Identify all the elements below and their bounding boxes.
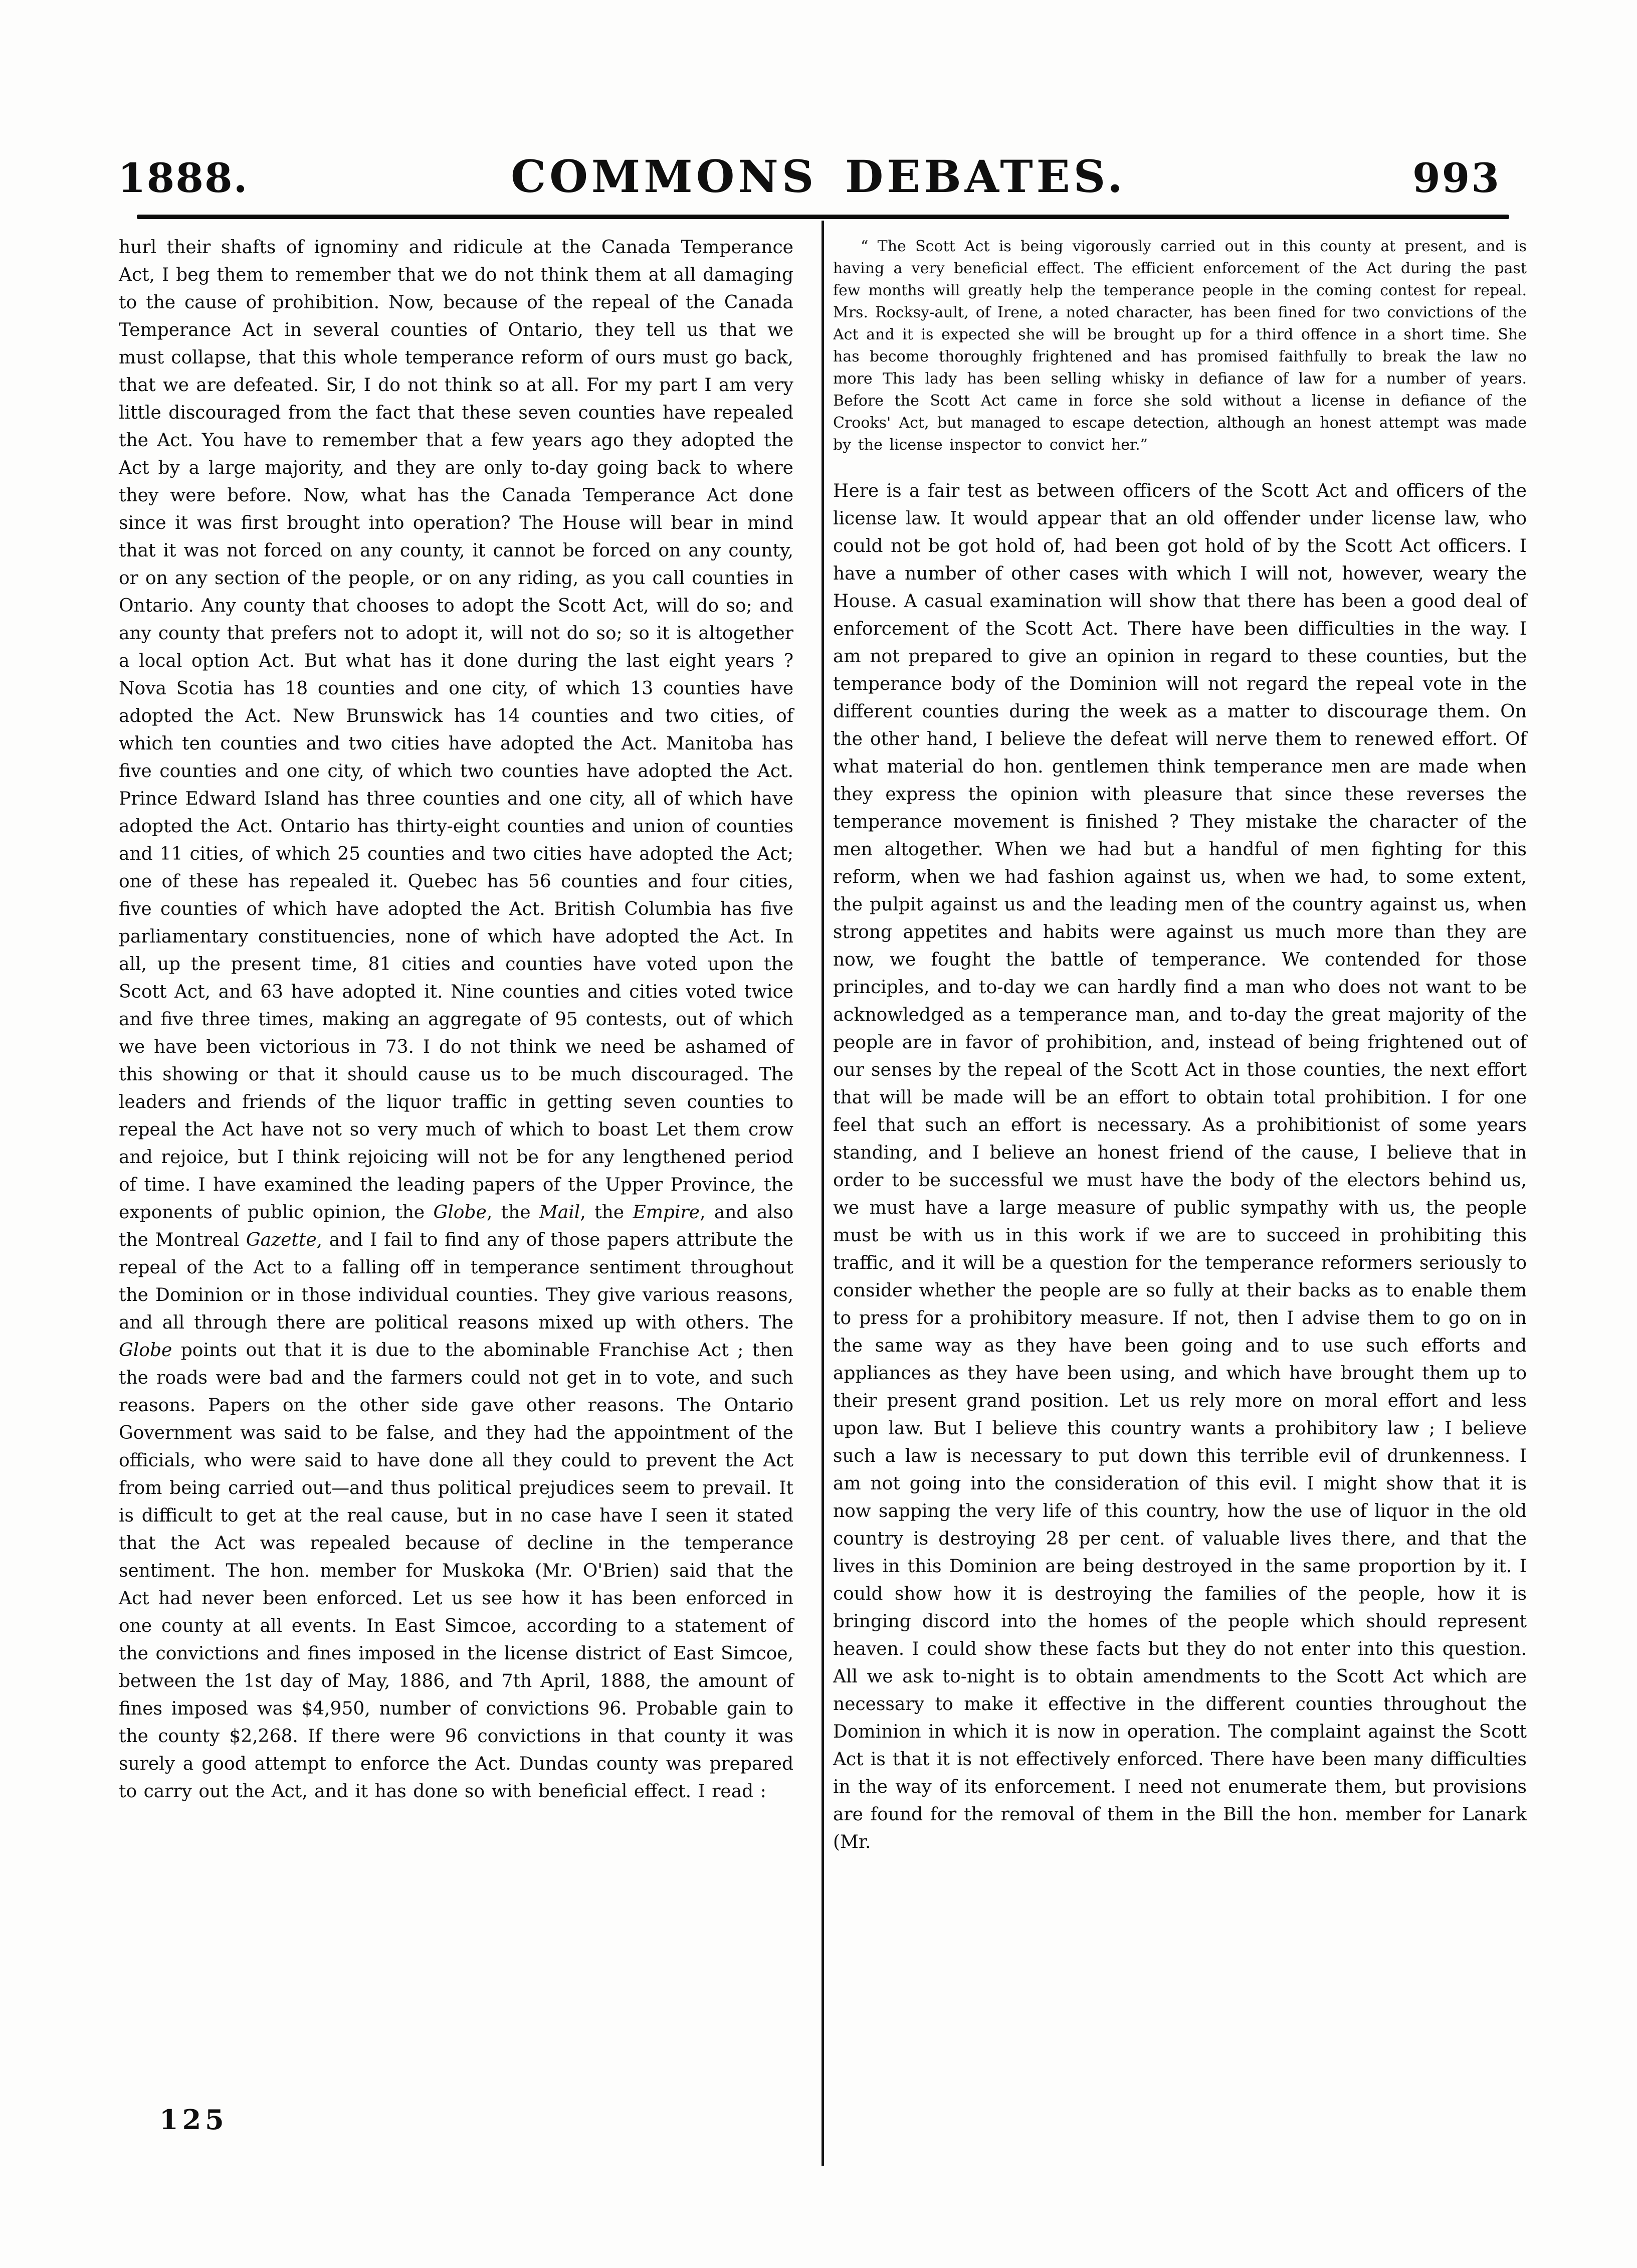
header-rule (137, 215, 1509, 219)
speech-text-left: hurl their shafts of ignominy and ridicule at the Canada Temperance Act, I beg them to remember that we do not think them at all damaging to the cause of prohibition. Now, because of the repeal of the Canada Temperance Act in several counties of Ontario, they tell us that we must collapse, that this whole temperance reform of ours must go back, that we are defeated. Sir, I do not think so at all. For my part I am very little discouraged from the fact that these seven counties have repealed the Act. You have to remember that a few years ago they adopted the Act by a large majority, and they are only to-day going back to where they were before. Now, what has the Canada Temperance Act done since it was first brought into operation? The House will bear in mind that it was not forced on any county, it cannot be forced on any county, or on any section of the people, or on any riding, as you call counties in Ontario. Any county that chooses to adopt the Scott Act, will do so; and any county that prefers not to adopt it, will not do so; so it is altogether a local option Act. But what has it done during the last eight years ? Nova Scotia has 18 counties and one city, of which 13 counties have adopted the Act. New Brunswick has 14 counties and two cities, of which ten counties and two cities have adopted the Act. Manitoba has five counties and one city, of which two counties have adopted the Act. Prince Edward Island has three counties and one city, all of which have adopted the Act. Ontario has thirty-eight counties and union of counties and 11 cities, of which 25 counties and two cities have adopted the Act; one of these has repealed it. Quebec has 56 counties and four cities, five counties of which have adopted the Act. British Columbia has five parliamentary constituencies, none of which have adopted the Act. In all, up the present time, 81 cities and counties have voted upon the Scott Act, and 63 have adopted it. Nine counties and cities voted twice and five three times, making an aggregate of 95 contests, out of which we have been victorious in 73. I do not think we need be ashamed of this showing or that it should cause us to be much discouraged. The leaders and friends of the liquor traffic in getting seven counties to repeal the Act have not so very much of which to boast Let them crow and rejoice, but I think rejoicing will not be for any lengthened period of time. I have examined the leading papers of the Upper Province, the exponents of public opinion, the Globe, the Mail, the Empire, and also the Montreal Gazette, and I fail to find any of those papers attribute the repeal of the Act to a falling off in temperance sentiment throughout the Dominion or in those individual counties. They give various reasons, and all through there are political reasons mixed up with others. The Globe points out that it is due to the abominable Franchise Act ; then the roads were bad and the farmers could not get in to vote, and such reasons. Papers on the other side gave other reasons. The Ontario Government was said to be false, and they had the appointment of the officials, who were said to have done all they could to prevent the Act from being carried out—and thus political prejudices seem to prevail. It is difficult to get at the real cause, but in no case have I seen it stated that the Act was repealed because of decline in the temperance sentiment. The hon. member for Muskoka (Mr. O'Brien) said that the Act had never been enforced. Let us see how it has been enforced in one county at all events. In East Simcoe, according to a statement of the convictions and fines imposed in the license district of East Simcoe, between the 1st day of May, 1886, and 7th April, 1888, the amount of fines imposed was $4,950, number of convictions 96. Probable gain to the county $2,268. If there were 96 convictions in that county it was surely a good attempt to enforce the Act. Dundas county was prepared to carry out the Act, and it has done so with beneficial effect. I read : (119, 237, 793, 1802)
speech-text-right: Here is a fair test as between officers of the Scott Act and officers of the license law. It would appear that an old offender under license law, who could not be got hold of, had been got hold of by the Scott Act officers. I have a number of other cases with which I will not, however, weary the House. A casual examination will show that there has been a good deal of enforcement of the Scott Act. There have been difficulties in the way. I am not prepared to give an opinion in regard to these counties, but the temperance body of the Dominion will not regard the repeal vote in the different counties during the week as a matter to discourage them. On the other hand, I believe the defeat will nerve them to renewed effort. Of what material do hon. gentlemen think temperance men are made when they express the opinion with pleasure that since these reverses the temperance movement is finished ? They mistake the character of the men altogether. When we had but a handful of men fighting for this reform, when we had fashion against us, when we had, to some extent, the pulpit against us and the leading men of the country against us, when strong appetites and habits were against us much more than they are now, we fought the battle of temperance. We contended for those principles, and to-day we can hardly find a man who does not want to be acknowledged as a temperance man, and to-day the great majority of the people are in favor of prohibition, and, instead of being frightened out of our senses by the repeal of the Scott Act in those counties, the next effort that will be made will be an effort to obtain total prohibition. I for one feel that such an effort is necessary. As a prohibitionist of some years standing, and I believe an honest friend of the cause, I believe that in order to be successful we must have the body of the electors behind us, we must have a large measure of public sympathy with us, the people must be with us in this work if we are to succeed in prohibiting this traffic, and it will be a question for the temperance reformers seriously to consider whether the people are so fully at their backs as to enable them to press for a prohibitory measure. If not, then I advise them to go on in the same way as they have been going and to use such efforts and appliances as they have been using, and which have brought them up to their present grand position. Let us rely more on moral effort and less upon law. But I believe this country wants a prohibitory law ; I believe such a law is necessary to put down this terrible evil of drunkenness. I am not going into the consideration of this evil. I might show that it is now sapping the very life of this country, how the use of liquor in the old country is destroying 28 per cent. of valuable lives there, and that the lives in this Dominion are being destroyed in the same proportion by it. I could show how it is destroying the families of the people, how it is bringing discord into the homes of the people which should represent heaven. I could show these facts but they do not enter into this question. All we ask to-night is to obtain amendments to the Scott Act which are necessary to make it effective in the different counties throughout the Dominion in which it is now in operation. The complaint against the Scott Act is that it is not effectively enforced. There have been many difficulties in the way of its enforcement. I need not enumerate them, but provisions are found for the removal of them in the Bill the hon. member for Lanark (Mr. (833, 481, 1527, 1852)
header-year: 1888. (118, 154, 249, 202)
page-title: COMMONS DEBATES. (511, 150, 1126, 203)
header-page-number: 993 (1412, 154, 1501, 202)
right-column (833, 234, 1527, 1856)
column-divider-rule (822, 221, 824, 2166)
quoted-extract: “ The Scott Act is being vigorously carried out in this county at present, and is having a very beneficial effect. The efficient enforcement of the Act during the past few months will greatly help the temperance people in the coming contest for repeal. Mrs. Rocksy-ault, of Irene, a noted character, has been fined for two convictions of the Act and it is expected she will be brought up for a third offence in a short time. She has become thoroughly frightened and has promised faithfully to break the law no more This lady has been selling whisky in defiance of law for a number of years. Before the Scott Act came in force she sold without a license in defiance of the Crooks' Act, but managed to escape detection, although an honest attempt was made by the license inspector to convict her.” (833, 238, 1527, 454)
printer-signature-number: 125 (159, 2104, 228, 2136)
left-column (119, 234, 793, 1805)
